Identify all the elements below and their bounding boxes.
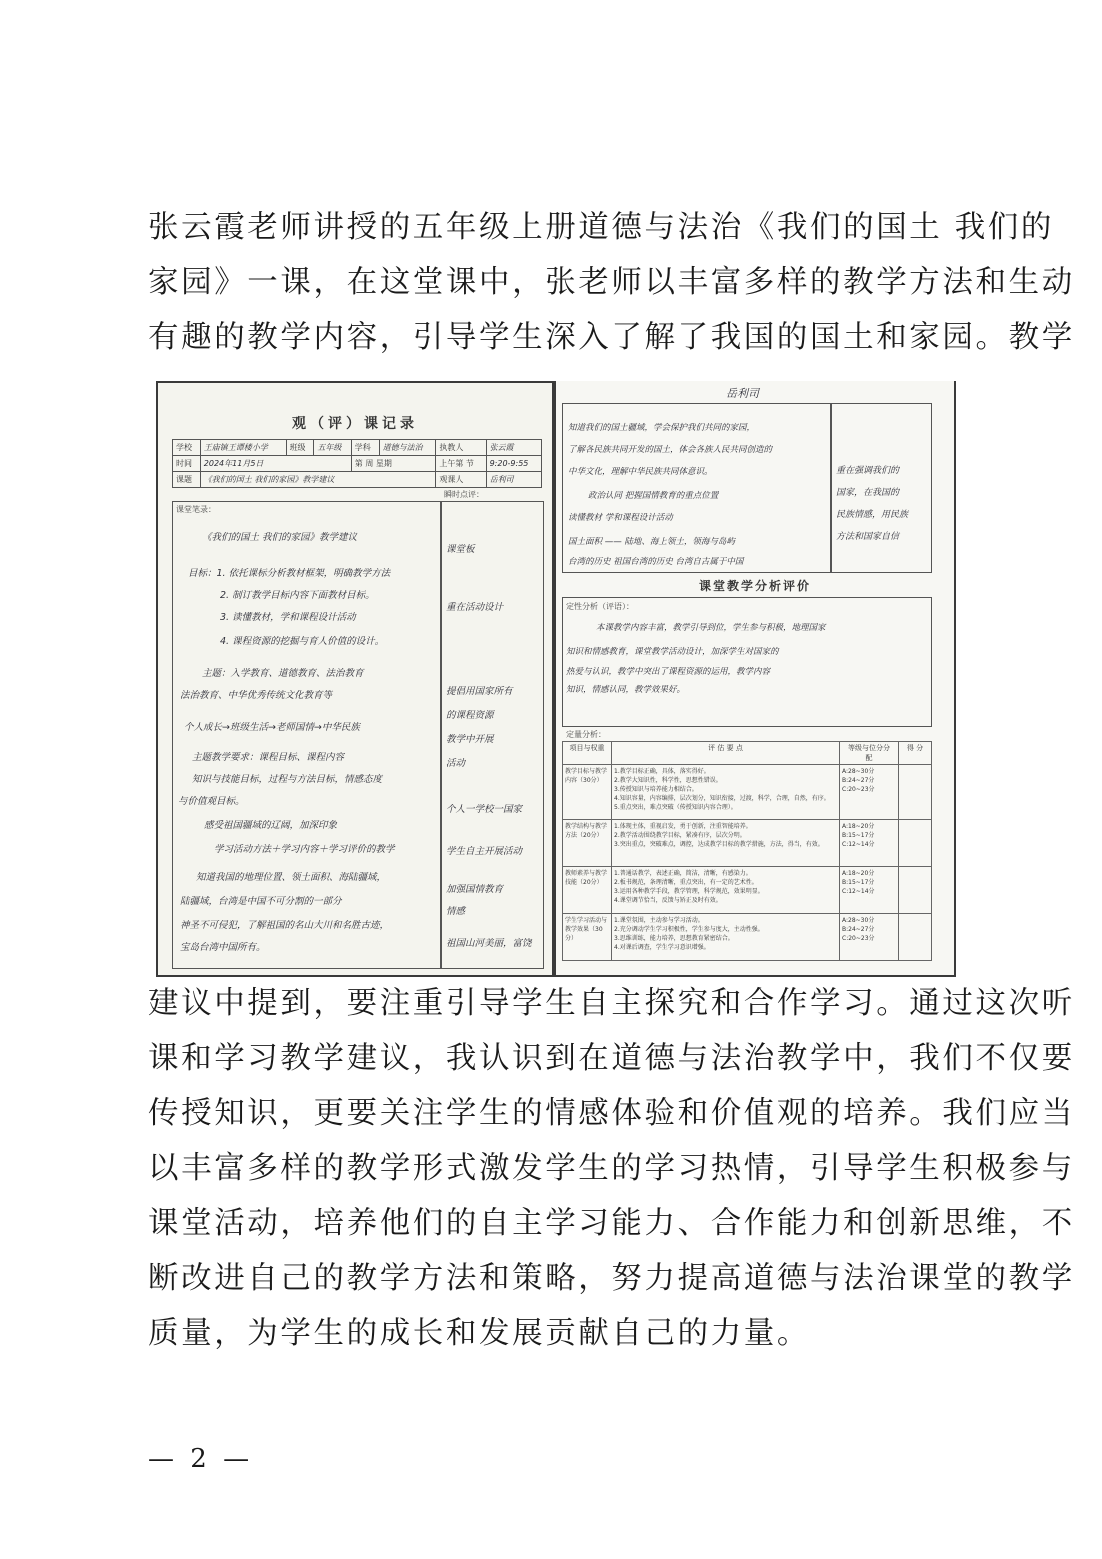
score-cell	[899, 765, 932, 820]
observation-record-sheet	[158, 383, 552, 975]
subject-label: 学科	[351, 440, 379, 456]
comment-line: 提倡用国家所有	[446, 686, 513, 697]
teacher-value: 张云霞	[486, 440, 541, 456]
school-value: 王庙镇王谭楼小学	[200, 440, 286, 456]
note-line: 学习活动方法＋学习内容＋学习评价的教学	[214, 844, 395, 855]
topic-value: 《我们的国土 我们的家园》教学建议	[200, 472, 436, 488]
qualitative-line: 热爱与认识，教学中突出了课程资源的运用，教学内容	[566, 667, 771, 677]
note-line: 了解各民族共同开发的国土，体会各族人民共同创造的	[568, 445, 773, 455]
comment-line: 课堂板	[446, 544, 475, 555]
topic-label: 课题	[173, 472, 201, 488]
note-line: 知识与技能目标，过程与方法目标，情感态度	[192, 774, 383, 785]
grade-line: A:18~20分	[842, 870, 875, 877]
column-header: 得 分	[899, 742, 932, 765]
grade-line: C:20~23分	[842, 786, 875, 793]
comment-line: 教学中开展	[446, 734, 494, 745]
qualitative-line: 知识和情感教育，课堂教学活动设计，加深学生对国家的	[566, 647, 779, 657]
text-line: 断改进自己的教学方法和策略，努力提高道德与法治课堂的教学	[148, 1261, 1075, 1296]
item-cell: 教学结构与教学方法（20分）	[563, 820, 612, 867]
note-line: 知道我国的地理位置、领土面积、海陆疆域，	[196, 872, 387, 883]
side-note-line: 方法和国家自信	[836, 532, 900, 542]
table-row	[563, 867, 932, 914]
observer-signature: 岳利司	[726, 387, 759, 400]
note-line: 2. 制订教学目标内容下面教材目标。	[220, 590, 375, 601]
week-field: 第 周 星期	[351, 456, 436, 472]
point-line: 5.重点突出，难点突破（传授知识内容合理）。	[614, 804, 737, 811]
comment-line: 祖国山河美丽，富饶	[446, 938, 532, 949]
comment-line: 重在活动设计	[446, 602, 504, 613]
observer-value: 岳利司	[486, 472, 541, 488]
classroom-evaluation-sheet	[556, 381, 954, 975]
grade-line: C:20~23分	[842, 935, 875, 942]
grade-label: 班级	[286, 440, 314, 456]
point-line: 2.教学大知识性，科学性，思想性错误。	[614, 777, 722, 784]
comment-line: 个人一学校一国家	[446, 804, 523, 815]
text-line: 有趣的教学内容，引导学生深入了解了我国的国土和家园。教学	[148, 320, 1075, 355]
point-line: 4.课堂调节恰当，反馈与矫正及时有效。	[614, 897, 722, 904]
column-header: 项目与权重	[563, 742, 612, 765]
grade-line: B:15~17分	[842, 879, 875, 886]
paragraph-reflection	[148, 976, 1075, 1361]
note-line: 与价值观目标。	[178, 796, 245, 807]
school-label: 学校	[173, 440, 201, 456]
note-line: 感受祖国疆域的辽阔，加深印象	[204, 820, 338, 831]
period-field: 上午第 节	[436, 456, 486, 472]
item-cell: 教学目标与教学内容（30分）	[563, 765, 612, 820]
note-line: 法治教育、中华优秀传统文化教育等	[180, 690, 333, 701]
page-number: — 2 —	[148, 1444, 254, 1474]
text-line: 建议中提到，要注重引导学生自主探究和合作学习。通过这次听	[148, 986, 1075, 1021]
note-line: 政治认同 把握国情教育的重点位置	[588, 491, 719, 501]
comment-line: 活动	[446, 758, 466, 769]
table-row	[563, 914, 932, 961]
qualitative-line: 知识，情感认同，教学效果好。	[566, 685, 686, 695]
comment-line: 学生自主开展活动	[446, 846, 523, 857]
note-line: 主题教学要求：课程目标、课程内容	[192, 752, 345, 763]
analysis-title: 课堂教学分析评价	[698, 579, 811, 593]
text-line: 张云霞老师讲授的五年级上册道德与法治《我们的国土 我们的	[148, 210, 1054, 245]
text-line: 质量，为学生的成长和发展贡献自己的力量。	[148, 1316, 810, 1351]
score-cell	[899, 867, 932, 914]
grade-line: B:15~17分	[842, 832, 875, 839]
note-line: 目标：1. 依托课标分析教材框架，明确教学方法	[188, 568, 391, 579]
grade-value: 五年级	[314, 440, 351, 456]
grade-line: B:24~27分	[842, 777, 875, 784]
text-line: 传授知识，更要关注学生的情感体验和价值观的培养。我们应当	[148, 1096, 1075, 1131]
paragraph-intro	[148, 200, 1075, 365]
comments-label: 瞬时点评：	[444, 490, 484, 499]
note-line: 神圣不可侵犯，了解祖国的名山大川和名胜古迹，	[180, 920, 390, 931]
score-cell	[899, 820, 932, 867]
time-value: 2024年11月5日	[200, 456, 351, 472]
time-label: 时间	[173, 456, 201, 472]
note-line: 读懂教材 学和课程设计活动	[568, 513, 673, 523]
point-line: 4.知识容量，内容编排，层次划分，知识衔接，过渡，科学，合理，自然，有序。	[614, 795, 830, 802]
side-note-line: 国家，在我国的	[836, 488, 900, 498]
grade-line: C:12~14分	[842, 888, 875, 895]
grade-line: C:12~14分	[842, 841, 875, 848]
teacher-label: 执教人	[436, 440, 486, 456]
point-line: 3.运用各种教学手段，教学管理，科学规范，效果明显。	[614, 888, 764, 895]
observer-label: 观课人	[436, 472, 486, 488]
note-line: 3. 读懂教材，学和课程设计活动	[220, 612, 356, 623]
item-cell: 学生学习活动与教学效果（30分）	[563, 914, 612, 961]
evaluation-table	[562, 741, 932, 961]
text-line: 课堂活动，培养他们的自主学习能力、合作能力和创新思维，不	[148, 1206, 1075, 1241]
note-line: 陆疆域，台湾是中国不可分割的一部分	[180, 896, 342, 907]
point-line: 1.教学目标正确，具体，落实得好。	[614, 768, 710, 775]
comment-line: 的课程资源	[446, 710, 494, 721]
item-cell: 教师素养与教学技能（20分）	[563, 867, 612, 914]
text-line: 家园》一课，在这堂课中，张老师以丰富多样的教学方法和生动	[148, 265, 1075, 300]
grade-line: A:28~30分	[842, 917, 875, 924]
note-line: 《我们的国土 我们的家园》教学建议	[202, 532, 358, 543]
column-header: 评 估 要 点	[612, 742, 840, 765]
point-line: 4.对课后调查，学生学习意识增强。	[614, 944, 710, 951]
lesson-record-photo	[156, 381, 956, 977]
point-line: 2.板书规范，条理清晰，重点突出，有一定的艺术性。	[614, 879, 758, 886]
point-line: 1.普通话教学，表述正确，简洁，清晰，有感染力。	[614, 870, 752, 877]
side-note-line: 重在强调我们的	[836, 466, 900, 476]
time-range: 9:20-9:55	[486, 456, 541, 472]
note-line: 宝岛台湾中国所有。	[180, 942, 266, 953]
sheet-title: 观（评）课记录	[292, 416, 418, 432]
comment-line: 加强国情教育	[446, 884, 504, 895]
text-line: 以丰富多样的教学形式激发学生的学习热情，引导学生积极参与	[148, 1151, 1075, 1186]
record-header-table	[172, 439, 542, 488]
column-header: 等级与位分分 配	[840, 742, 899, 765]
grade-line: B:24~27分	[842, 926, 875, 933]
point-line: 1.课堂氛围，主动参与学习活动。	[614, 917, 704, 924]
note-line: 4. 课程资源的挖掘与育人价值的设计。	[220, 636, 385, 647]
score-cell	[899, 914, 932, 961]
text-line: 课和学习教学建议，我认识到在道德与法治教学中，我们不仅要	[148, 1041, 1075, 1076]
subject-value: 道德与法治	[379, 440, 436, 456]
comment-line: 情感	[446, 906, 466, 917]
qualitative-box	[562, 597, 932, 727]
qualitative-line: 本课教学内容丰富，教学引导到位，学生参与积极，地理国家	[596, 623, 826, 633]
note-line: 台湾的历史 祖国台湾的历史 台湾自古属于中国	[568, 557, 744, 567]
point-line: 1.体现主体，重视启发，勇于创新，注重智能培养。	[614, 823, 752, 830]
point-line: 2.教学活动围绕教学目标，紧凑有序，层次分明。	[614, 832, 746, 839]
table-row	[563, 765, 932, 820]
note-line: 个人成长→班级生活→老师国情→中华民族	[184, 722, 360, 733]
side-note-line: 民族情感，用民族	[836, 510, 909, 520]
note-line: 国土面积 —— 陆地、海上领土，领海与岛屿	[568, 537, 735, 547]
point-line: 3.突出重点，突破难点，调控，达成教学目标的教学措施，方法，得当，有效。	[614, 841, 824, 848]
point-line: 2.充分调动学生学习积极性，学生参与度大，主动性强。	[614, 926, 764, 933]
note-line: 知道我们的国土疆域，学会保护我们共同的家园，	[568, 423, 756, 433]
grade-line: A:28~30分	[842, 768, 875, 775]
grade-line: A:18~20分	[842, 823, 875, 830]
point-line: 3.思维训练，能力培养，思想教育紧密结合。	[614, 935, 734, 942]
note-line: 主题：入学教育、道德教育、法治教育	[202, 668, 364, 679]
qualitative-label: 定性分析（评语）：	[566, 602, 634, 611]
notes-label: 课堂笔录：	[176, 505, 216, 514]
note-line: 中华文化，理解中华民族共同体意识。	[568, 467, 713, 477]
point-line: 3.传授知识与培养能力相结合。	[614, 786, 698, 793]
table-row	[563, 820, 932, 867]
quantitative-label: 定量分析：	[566, 730, 606, 739]
